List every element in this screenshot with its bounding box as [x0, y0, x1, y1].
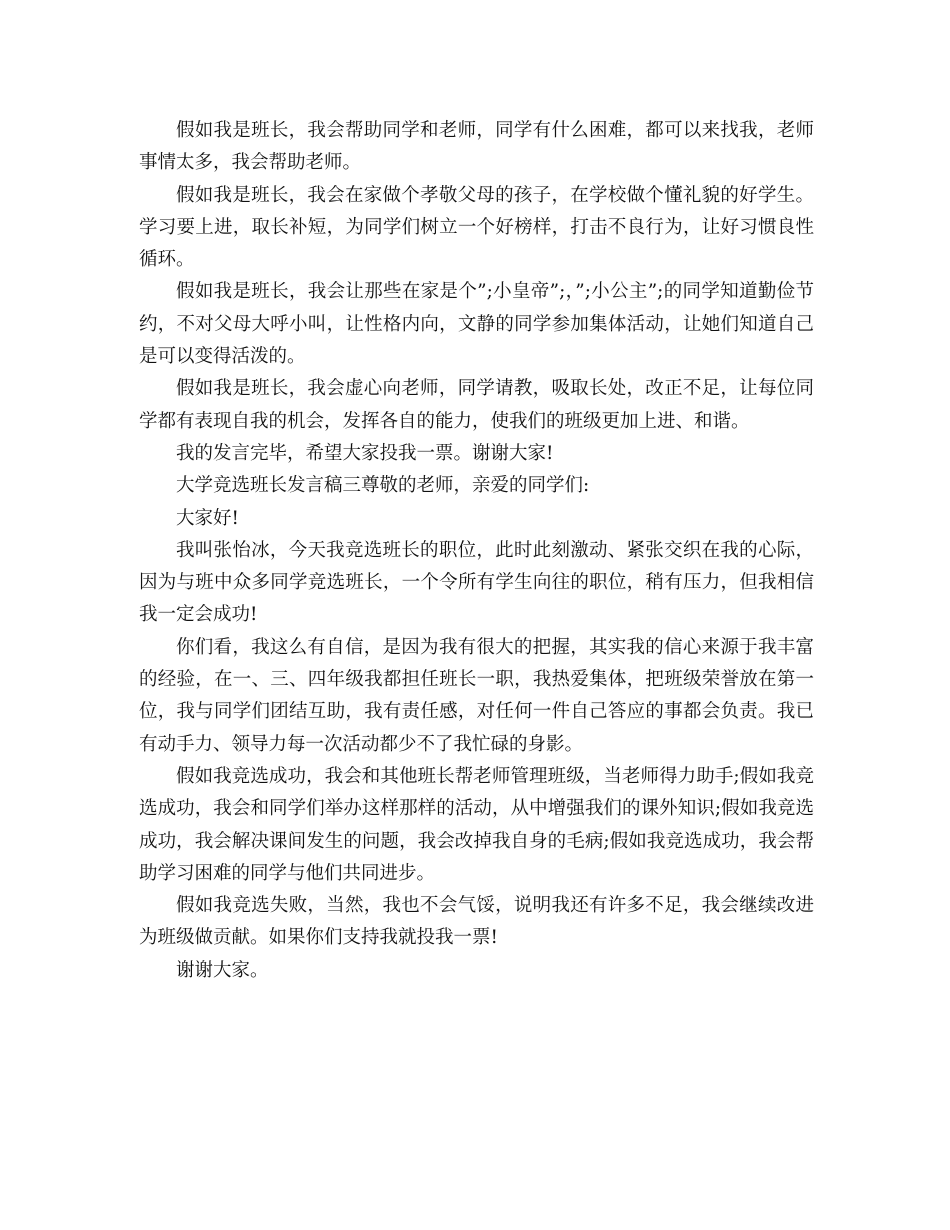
- paragraph: 假如我是班长，我会让那些在家是个”;小皇帝”;，”;小公主”;的同学知道勤俭节约，不对父母大呼小叫，让性格内向，文静的同学参加集体活动，让她们知道自己是可以变得活泼的。: [139, 281, 814, 368]
- paragraph: 我叫张怡冰，今天我竞选班长的职位，此时此刻激动、紧张交织在我的心际，因为与班中众多同学竞选班长，一个令所有学生向往的职位，稍有压力，但我相信我一定会成功!: [139, 539, 814, 626]
- paragraph: 我的发言完毕，希望大家投我一票。谢谢大家!: [176, 442, 554, 464]
- paragraph: 谢谢大家。: [176, 959, 269, 981]
- paragraph: 假如我是班长，我会虚心向老师，同学请教，吸取长处，改正不足，让每位同学都有表现自我的机会，发挥各自的能力，使我们的班级更加上进、和谐。: [139, 378, 814, 432]
- paragraph: 大家好!: [176, 507, 239, 529]
- paragraph: 假如我竞选失败，当然，我也不会气馁，说明我还有许多不足，我会继续改进为班级做贡献。如果你们支持我就投我一票!: [139, 895, 814, 949]
- paragraph: 假如我竞选成功，我会和其他班长帮老师管理班级，当老师得力助手;假如我竞选成功，我会和同学们举办这样那样的活动，从中增强我们的课外知识;假如我竞选成功，我会解决课间发生的问题，我会改掉我自身的毛病;假如我竞选成功，我会帮助学习困难的同学与他们共同进步。: [139, 765, 814, 884]
- paragraph: 你们看，我这么有自信，是因为我有很大的把握，其实我的信心来源于我丰富的经验，在一、三、四年级我都担任班长一职，我热爱集体，把班级荣誉放在第一位，我与同学们团结互助，我有责任感，对任何一件自己答应的事都会负责。我已有动手力、领导力每一次活动都少不了我忙碌的身影。: [139, 636, 814, 755]
- paragraph: 假如我是班长，我会在家做个孝敬父母的孩子，在学校做个懂礼貌的好学生。学习要上进，取长补短，为同学们树立一个好榜样，打击不良行为，让好习惯良性循环。: [139, 184, 814, 271]
- paragraph: 大学竞选班长发言稿三尊敬的老师，亲爱的同学们:: [176, 475, 590, 497]
- paragraph: 假如我是班长，我会帮助同学和老师，同学有什么困难，都可以来找我，老师事情太多，我会帮助老师。: [139, 120, 814, 174]
- document-body: [139, 115, 814, 987]
